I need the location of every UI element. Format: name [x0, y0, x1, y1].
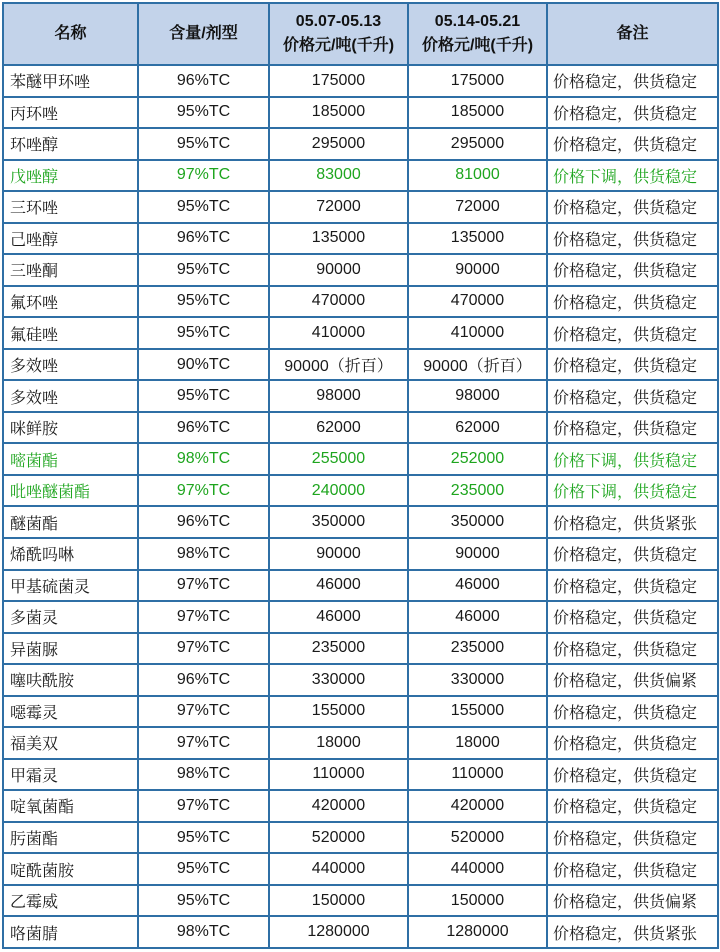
- cell-name: 甲霜灵: [3, 759, 138, 791]
- header-week2: [408, 3, 547, 65]
- cell-name: 噁霉灵: [3, 696, 138, 728]
- cell-price-week2: 110000: [408, 759, 547, 791]
- cell-note: 价格稳定，供货紧张: [547, 506, 718, 538]
- cell-name: 肟菌酯: [3, 822, 138, 854]
- cell-price-week1: 410000: [269, 317, 408, 349]
- header-week2-unit: 价格元/吨(千升): [421, 37, 534, 54]
- cell-price-week2: 46000: [408, 601, 547, 633]
- cell-name: 苯醚甲环唑: [3, 65, 138, 97]
- table-row: [3, 664, 718, 696]
- cell-name: 啶氧菌酯: [3, 790, 138, 822]
- cell-name: 氟硅唑: [3, 317, 138, 349]
- cell-price-week2: 295000: [408, 128, 547, 160]
- cell-note: 价格稳定，供货稳定: [547, 412, 718, 444]
- cell-note: 价格稳定，供货稳定: [547, 633, 718, 665]
- cell-name: 多效唑: [3, 349, 138, 381]
- cell-price-week1: 90000: [269, 538, 408, 570]
- cell-price-week1: 62000: [269, 412, 408, 444]
- header-name: 名称: [3, 3, 138, 65]
- cell-content: 98%TC: [138, 759, 269, 791]
- cell-note: 价格稳定，供货稳定: [547, 822, 718, 854]
- cell-content: 95%TC: [138, 254, 269, 286]
- cell-note: 价格稳定，供货稳定: [547, 727, 718, 759]
- cell-price-week2: 135000: [408, 223, 547, 255]
- table-row: [3, 349, 718, 381]
- table-row: [3, 412, 718, 444]
- table-row: [3, 790, 718, 822]
- cell-price-week1: 110000: [269, 759, 408, 791]
- table-row: [3, 916, 718, 948]
- table-row: [3, 443, 718, 475]
- table-row: [3, 286, 718, 318]
- header-content: 含量/剂型: [138, 3, 269, 65]
- cell-note: 价格稳定，供货偏紧: [547, 885, 718, 917]
- cell-price-week2: 90000: [408, 538, 547, 570]
- cell-content: 90%TC: [138, 349, 269, 381]
- cell-price-week2: 62000: [408, 412, 547, 444]
- cell-name: 己唑醇: [3, 223, 138, 255]
- table-row: [3, 601, 718, 633]
- cell-price-week1: 90000（折百）: [269, 349, 408, 381]
- cell-price-week1: 18000: [269, 727, 408, 759]
- cell-note: 价格稳定，供货稳定: [547, 286, 718, 318]
- cell-price-week2: 1280000: [408, 916, 547, 948]
- cell-name: 甲基硫菌灵: [3, 570, 138, 602]
- table-row: [3, 160, 718, 192]
- cell-name: 环唑醇: [3, 128, 138, 160]
- cell-name: 吡唑醚菌酯: [3, 475, 138, 507]
- cell-price-week2: 440000: [408, 853, 547, 885]
- table-row: [3, 727, 718, 759]
- cell-price-week1: 235000: [269, 633, 408, 665]
- cell-content: 96%TC: [138, 664, 269, 696]
- cell-name: 三唑酮: [3, 254, 138, 286]
- cell-price-week1: 46000: [269, 570, 408, 602]
- cell-price-week2: 46000: [408, 570, 547, 602]
- cell-note: 价格稳定，供货稳定: [547, 538, 718, 570]
- table-row: [3, 191, 718, 223]
- cell-name: 福美双: [3, 727, 138, 759]
- cell-price-week1: 470000: [269, 286, 408, 318]
- cell-price-week2: 90000: [408, 254, 547, 286]
- cell-price-week2: 252000: [408, 443, 547, 475]
- table-row: [3, 506, 718, 538]
- table-row: [3, 853, 718, 885]
- cell-name: 噻呋酰胺: [3, 664, 138, 696]
- cell-note: 价格稳定，供货偏紧: [547, 664, 718, 696]
- cell-price-week2: 470000: [408, 286, 547, 318]
- cell-name: 咪鲜胺: [3, 412, 138, 444]
- cell-content: 95%TC: [138, 317, 269, 349]
- table-row: [3, 317, 718, 349]
- cell-content: 97%TC: [138, 160, 269, 192]
- cell-price-week2: 235000: [408, 475, 547, 507]
- cell-content: 96%TC: [138, 506, 269, 538]
- cell-price-week2: 150000: [408, 885, 547, 917]
- cell-price-week1: 98000: [269, 380, 408, 412]
- table-body: [3, 65, 718, 948]
- cell-note: 价格稳定，供货稳定: [547, 601, 718, 633]
- table-row: [3, 475, 718, 507]
- cell-name: 氟环唑: [3, 286, 138, 318]
- cell-price-week2: 90000（折百）: [408, 349, 547, 381]
- cell-note: 价格下调，供货稳定: [547, 443, 718, 475]
- cell-note: 价格稳定，供货稳定: [547, 570, 718, 602]
- cell-note: 价格稳定，供货稳定: [547, 317, 718, 349]
- table-row: [3, 254, 718, 286]
- cell-price-week1: 185000: [269, 97, 408, 129]
- cell-price-week2: 185000: [408, 97, 547, 129]
- cell-price-week1: 440000: [269, 853, 408, 885]
- cell-name: 咯菌腈: [3, 916, 138, 948]
- table-header: [3, 3, 718, 65]
- cell-note: 价格稳定，供货稳定: [547, 349, 718, 381]
- cell-note: 价格稳定，供货稳定: [547, 759, 718, 791]
- header-week2-dates: 05.14-05.21: [434, 13, 521, 30]
- header-week1-dates: 05.07-05.13: [295, 13, 382, 30]
- cell-name: 多菌灵: [3, 601, 138, 633]
- cell-note: 价格稳定，供货稳定: [547, 65, 718, 97]
- cell-price-week2: 235000: [408, 633, 547, 665]
- cell-content: 96%TC: [138, 223, 269, 255]
- cell-content: 97%TC: [138, 475, 269, 507]
- cell-price-week1: 90000: [269, 254, 408, 286]
- cell-content: 96%TC: [138, 412, 269, 444]
- cell-price-week2: 520000: [408, 822, 547, 854]
- cell-price-week2: 18000: [408, 727, 547, 759]
- cell-content: 98%TC: [138, 916, 269, 948]
- cell-content: 97%TC: [138, 696, 269, 728]
- cell-content: 95%TC: [138, 853, 269, 885]
- cell-note: 价格稳定，供货稳定: [547, 853, 718, 885]
- table-row: [3, 380, 718, 412]
- cell-price-week1: 295000: [269, 128, 408, 160]
- cell-note: 价格稳定，供货稳定: [547, 97, 718, 129]
- table-row: [3, 223, 718, 255]
- cell-name: 啶酰菌胺: [3, 853, 138, 885]
- cell-content: 95%TC: [138, 97, 269, 129]
- table-row: [3, 822, 718, 854]
- cell-content: 97%TC: [138, 727, 269, 759]
- header-week1-unit: 价格元/吨(千升): [282, 37, 395, 54]
- cell-price-week1: 155000: [269, 696, 408, 728]
- cell-price-week2: 175000: [408, 65, 547, 97]
- header-week1: [269, 3, 408, 65]
- cell-content: 95%TC: [138, 191, 269, 223]
- cell-name: 乙霉威: [3, 885, 138, 917]
- table-row: [3, 97, 718, 129]
- cell-content: 95%TC: [138, 822, 269, 854]
- table-row: [3, 885, 718, 917]
- cell-price-week1: 72000: [269, 191, 408, 223]
- cell-price-week2: 420000: [408, 790, 547, 822]
- cell-price-week1: 240000: [269, 475, 408, 507]
- cell-price-week1: 175000: [269, 65, 408, 97]
- cell-content: 95%TC: [138, 380, 269, 412]
- cell-content: 98%TC: [138, 443, 269, 475]
- table-row: [3, 65, 718, 97]
- cell-price-week2: 350000: [408, 506, 547, 538]
- cell-note: 价格稳定，供货稳定: [547, 223, 718, 255]
- cell-name: 醚菌酯: [3, 506, 138, 538]
- cell-content: 98%TC: [138, 538, 269, 570]
- header-row: [3, 3, 718, 65]
- cell-content: 97%TC: [138, 633, 269, 665]
- cell-content: 95%TC: [138, 885, 269, 917]
- cell-price-week1: 330000: [269, 664, 408, 696]
- cell-price-week1: 420000: [269, 790, 408, 822]
- cell-price-week1: 520000: [269, 822, 408, 854]
- cell-name: 丙环唑: [3, 97, 138, 129]
- cell-price-week2: 81000: [408, 160, 547, 192]
- cell-price-week1: 350000: [269, 506, 408, 538]
- cell-price-week2: 72000: [408, 191, 547, 223]
- cell-note: 价格稳定，供货稳定: [547, 380, 718, 412]
- cell-note: 价格下调，供货稳定: [547, 160, 718, 192]
- cell-price-week2: 98000: [408, 380, 547, 412]
- cell-content: 95%TC: [138, 286, 269, 318]
- cell-price-week1: 135000: [269, 223, 408, 255]
- cell-name: 三环唑: [3, 191, 138, 223]
- cell-note: 价格稳定，供货稳定: [547, 696, 718, 728]
- cell-name: 多效唑: [3, 380, 138, 412]
- cell-content: 96%TC: [138, 65, 269, 97]
- header-note: 备注: [547, 3, 718, 65]
- cell-note: 价格稳定，供货稳定: [547, 254, 718, 286]
- table-row: [3, 759, 718, 791]
- cell-content: 95%TC: [138, 128, 269, 160]
- cell-note: 价格稳定，供货稳定: [547, 128, 718, 160]
- cell-content: 97%TC: [138, 601, 269, 633]
- cell-name: 嘧菌酯: [3, 443, 138, 475]
- cell-name: 戊唑醇: [3, 160, 138, 192]
- table-row: [3, 696, 718, 728]
- cell-name: 烯酰吗啉: [3, 538, 138, 570]
- price-table: [2, 2, 719, 949]
- cell-price-week2: 330000: [408, 664, 547, 696]
- cell-price-week1: 83000: [269, 160, 408, 192]
- cell-price-week1: 255000: [269, 443, 408, 475]
- cell-price-week2: 155000: [408, 696, 547, 728]
- cell-price-week1: 150000: [269, 885, 408, 917]
- cell-name: 异菌脲: [3, 633, 138, 665]
- table-row: [3, 570, 718, 602]
- cell-price-week1: 46000: [269, 601, 408, 633]
- cell-note: 价格稳定，供货紧张: [547, 916, 718, 948]
- cell-price-week1: 1280000: [269, 916, 408, 948]
- cell-note: 价格稳定，供货稳定: [547, 790, 718, 822]
- cell-content: 97%TC: [138, 790, 269, 822]
- cell-price-week2: 410000: [408, 317, 547, 349]
- table-row: [3, 128, 718, 160]
- cell-note: 价格下调，供货稳定: [547, 475, 718, 507]
- table-row: [3, 538, 718, 570]
- cell-note: 价格稳定，供货稳定: [547, 191, 718, 223]
- table-row: [3, 633, 718, 665]
- cell-content: 97%TC: [138, 570, 269, 602]
